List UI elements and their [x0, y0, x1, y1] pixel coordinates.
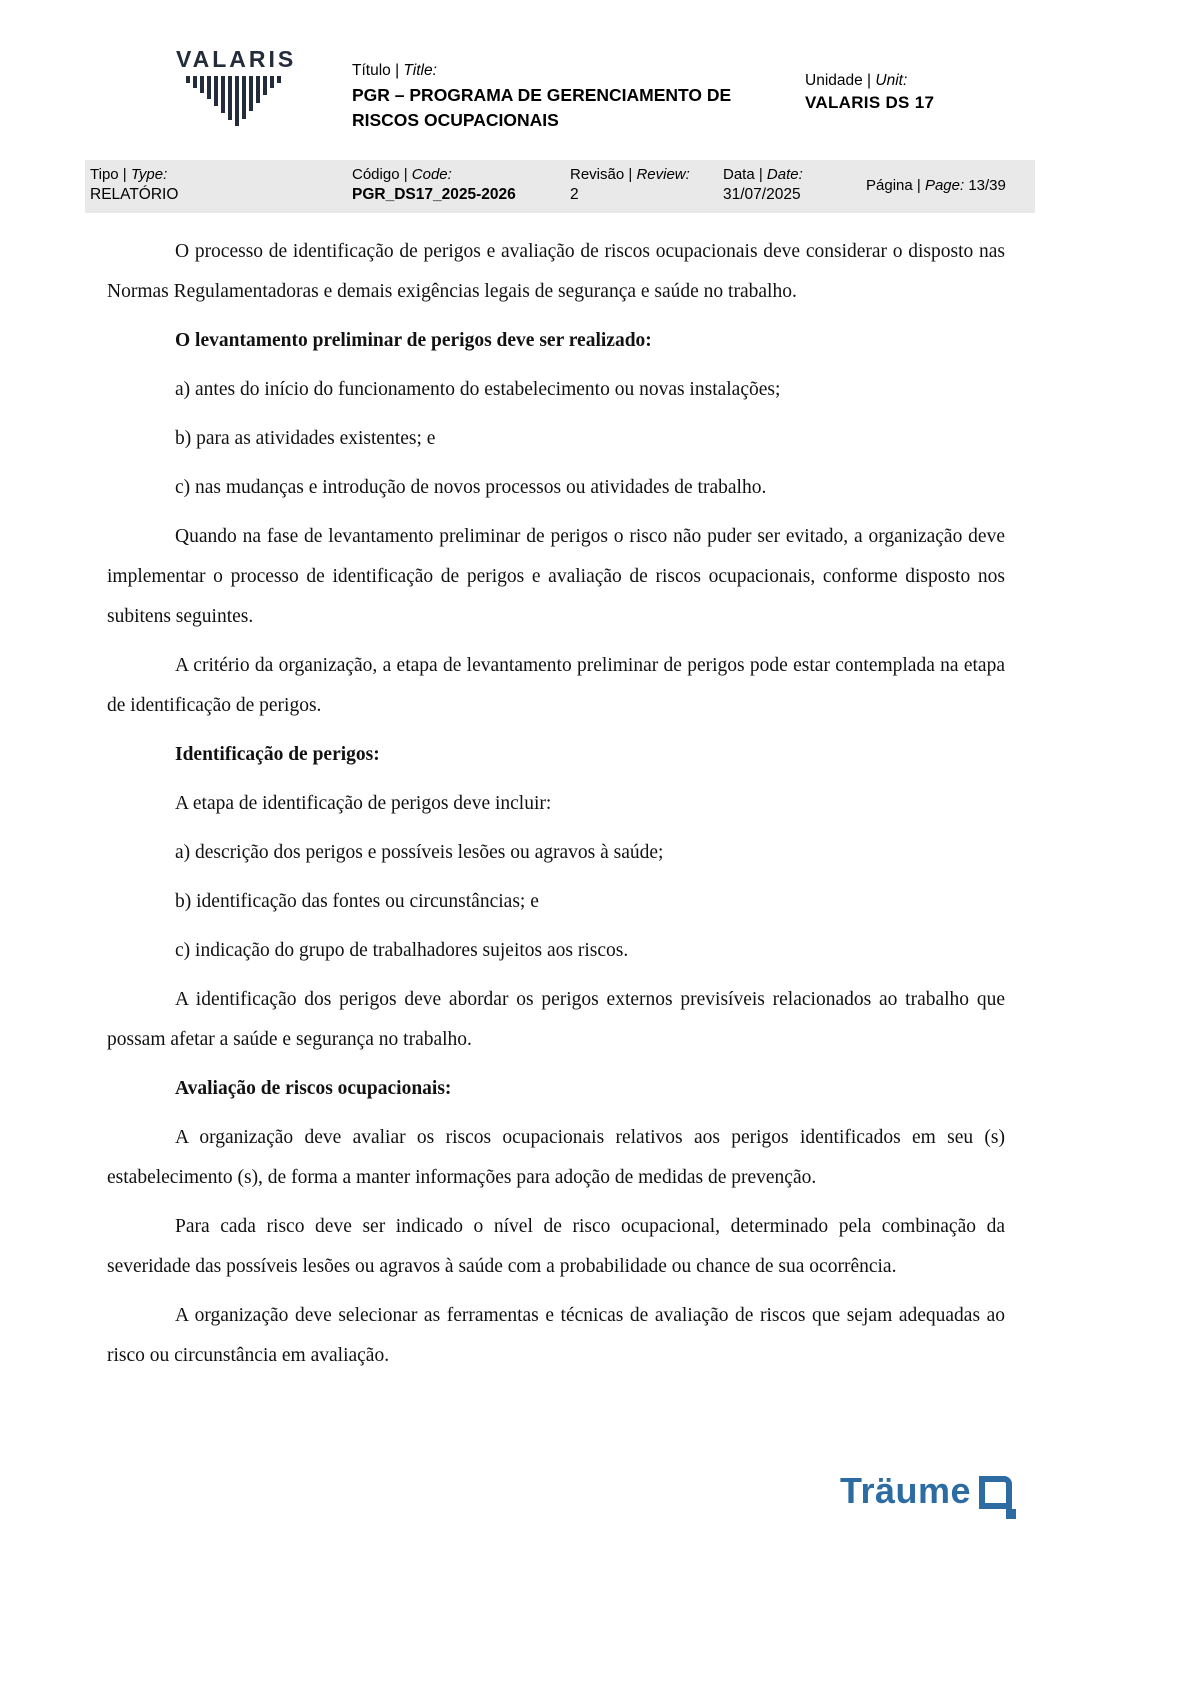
- valaris-logo: [176, 46, 326, 128]
- meta-page-label-en: Page:: [924, 177, 965, 194]
- meta-revision-label: [570, 166, 690, 183]
- list-item: a) descrição dos perigos e possíveis lesões ou agravos à saúde;: [175, 842, 664, 863]
- unit-label-pt: Unidade |: [805, 72, 872, 89]
- meta-code-label: [352, 166, 516, 183]
- paragraph: Quando na fase de levantamento preliminar de perigos o risco não puder ser evitado, a organização deve implementar o processo de identificação de perigos e avaliação de riscos ocupacionais, conforme disposto nos subitens seguintes.: [107, 526, 1005, 627]
- document-title-block: [352, 62, 792, 133]
- title-label-pt: Título |: [352, 62, 400, 79]
- meta-code-label-en: Code:: [411, 166, 452, 183]
- unit-value: VALARIS DS 17: [805, 93, 935, 112]
- meta-page-label-pt: Página |: [866, 177, 921, 194]
- meta-type-label-pt: Tipo |: [90, 166, 127, 183]
- meta-revision: [570, 166, 690, 204]
- paragraph: A organização deve avaliar os riscos ocupacionais relativos aos perigos identificados em seu (s) estabelecimento (s), de forma a manter informações para adoção de medidas de prevenção.: [107, 1127, 1005, 1188]
- meta-code: [352, 166, 516, 204]
- section-heading: O levantamento preliminar de perigos deve ser realizado:: [175, 330, 652, 351]
- meta-page-value: 13/39: [968, 177, 1006, 194]
- traeume-brand-icon: [975, 1472, 1019, 1522]
- traeume-brand: [840, 1468, 1019, 1522]
- paragraph: O processo de identificação de perigos e avaliação de riscos ocupacionais deve considerar o disposto nas Normas Regulamentadoras e demais exigências legais de segurança e saúde no trabalho.: [107, 241, 1005, 302]
- list-item: c) indicação do grupo de trabalhadores sujeitos aos riscos.: [175, 940, 629, 961]
- unit-label-en: Unit:: [875, 72, 908, 89]
- meta-page-label: [866, 177, 1006, 194]
- meta-revision-value: 2: [570, 186, 579, 203]
- unit-label: [805, 72, 1055, 90]
- list-item: b) para as atividades existentes; e: [175, 428, 436, 449]
- meta-revision-label-pt: Revisão |: [570, 166, 633, 183]
- paragraph: A etapa de identificação de perigos deve incluir:: [175, 793, 552, 814]
- unit-block: [805, 72, 1055, 113]
- list-item: c) nas mudanças e introdução de novos processos ou atividades de trabalho.: [175, 477, 767, 498]
- meta-type: [90, 166, 178, 204]
- valaris-logo-text: VALARIS: [176, 46, 297, 72]
- meta-type-value: RELATÓRIO: [90, 186, 179, 203]
- paragraph: A identificação dos perigos deve abordar os perigos externos previsíveis relacionados ao trabalho que possam afetar a saúde e segurança no trabalho.: [107, 989, 1005, 1050]
- meta-date-label-pt: Data |: [723, 166, 763, 183]
- title-label: [352, 62, 792, 80]
- section-heading: Avaliação de riscos ocupacionais:: [175, 1078, 452, 1099]
- meta-code-label-pt: Código |: [352, 166, 408, 183]
- meta-type-label: [90, 166, 178, 183]
- list-item: a) antes do início do funcionamento do estabelecimento ou novas instalações;: [175, 379, 781, 400]
- meta-date-value: 31/07/2025: [723, 186, 801, 203]
- paragraph: Para cada risco deve ser indicado o nível de risco ocupacional, determinado pela combinação da severidade das possíveis lesões ou agravos à saúde com a probabilidade ou chance de sua ocorrência.: [107, 1216, 1005, 1277]
- meta-code-value: PGR_DS17_2025-2026: [352, 186, 516, 203]
- list-item: b) identificação das fontes ou circunstâncias; e: [175, 891, 539, 912]
- meta-date-label: [723, 166, 803, 183]
- paragraph: A organização deve selecionar as ferramentas e técnicas de avaliação de riscos que sejam adequadas ao risco ou circunstância em avaliação.: [107, 1305, 1005, 1366]
- title-label-en: Title:: [403, 62, 437, 79]
- section-heading: Identificação de perigos:: [175, 744, 380, 765]
- document-meta-bar: [85, 160, 1035, 213]
- valaris-soundbars-icon: [186, 76, 282, 128]
- meta-date: [723, 166, 803, 204]
- meta-page: [866, 177, 1006, 194]
- meta-revision-label-en: Review:: [636, 166, 690, 183]
- document-body: [107, 232, 1005, 1385]
- meta-date-label-en: Date:: [766, 166, 803, 183]
- meta-type-label-en: Type:: [130, 166, 168, 183]
- paragraph: A critério da organização, a etapa de levantamento preliminar de perigos pode estar contemplada na etapa de identificação de perigos.: [107, 655, 1005, 716]
- document-title: PGR – PROGRAMA DE GERENCIAMENTO DE RISCOS OCUPACIONAIS: [352, 85, 732, 130]
- traeume-brand-text: Träume: [840, 1470, 972, 1511]
